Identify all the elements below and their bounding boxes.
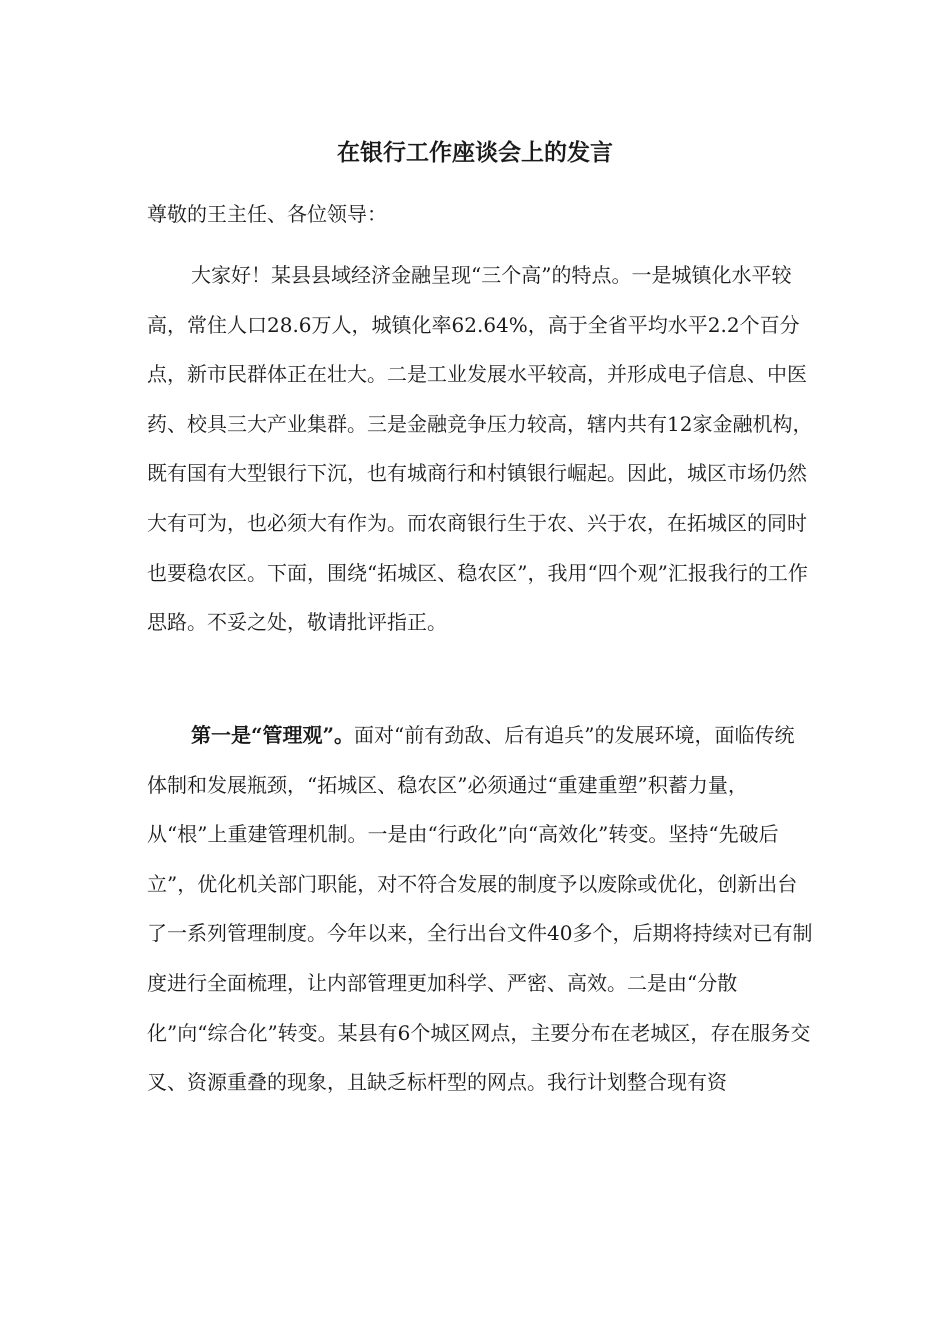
paragraph-body: 面对“前有劲敌、后有追兵”的发展环境，面临传统体制和发展瓶颈，“拓城区、稳农区”必须通过“重建重塑”积蓄力量，从“根”上重建管理机制。一是由“行政化”向“高效化”转变。坚持“先破后立”，优化机关部门职能，对不符合发展的制度予以废除或优化，创新出台了一系列管理制度。今年以来，全行出台文件40多个，后期将持续对已有制度进行全面梳理，让内部管理更加科学、严密、高效。二是由“分散化”向“综合化”转变。某县有6个城区网点，主要分布在老城区，存在服务交叉、资源重叠的现象，且缺乏标杆型的网点。我行计划整合现有资: [147, 723, 813, 1095]
paragraph-lead-heading: 第一是“管理观”。: [191, 723, 355, 747]
paragraph-management-view: [147, 711, 813, 1108]
paragraph-intro: 大家好！某县县域经济金融呈现“三个高”的特点。一是城镇化水平较高，常住人口28.6万人，城镇化率62.64%，高于全省平均水平2.2个百分点，新市民群体正在壮大。二是工业发展水平较高，并形成电子信息、中医药、校具三大产业集群。三是金融竞争压力较高，辖内共有12家金融机构，既有国有大型银行下沉，也有城商行和村镇银行崛起。因此，城区市场仍然大有可为，也必须大有作为。而农商银行生于农、兴于农，在拓城区的同时也要稳农区。下面，围绕“拓城区、稳农区”，我用“四个观”汇报我行的工作思路。不妥之处，敬请批评指正。: [147, 263, 813, 635]
document-title: 在银行工作座谈会上的发言: [337, 139, 613, 166]
salutation: 尊敬的王主任、各位领导：: [147, 202, 387, 226]
